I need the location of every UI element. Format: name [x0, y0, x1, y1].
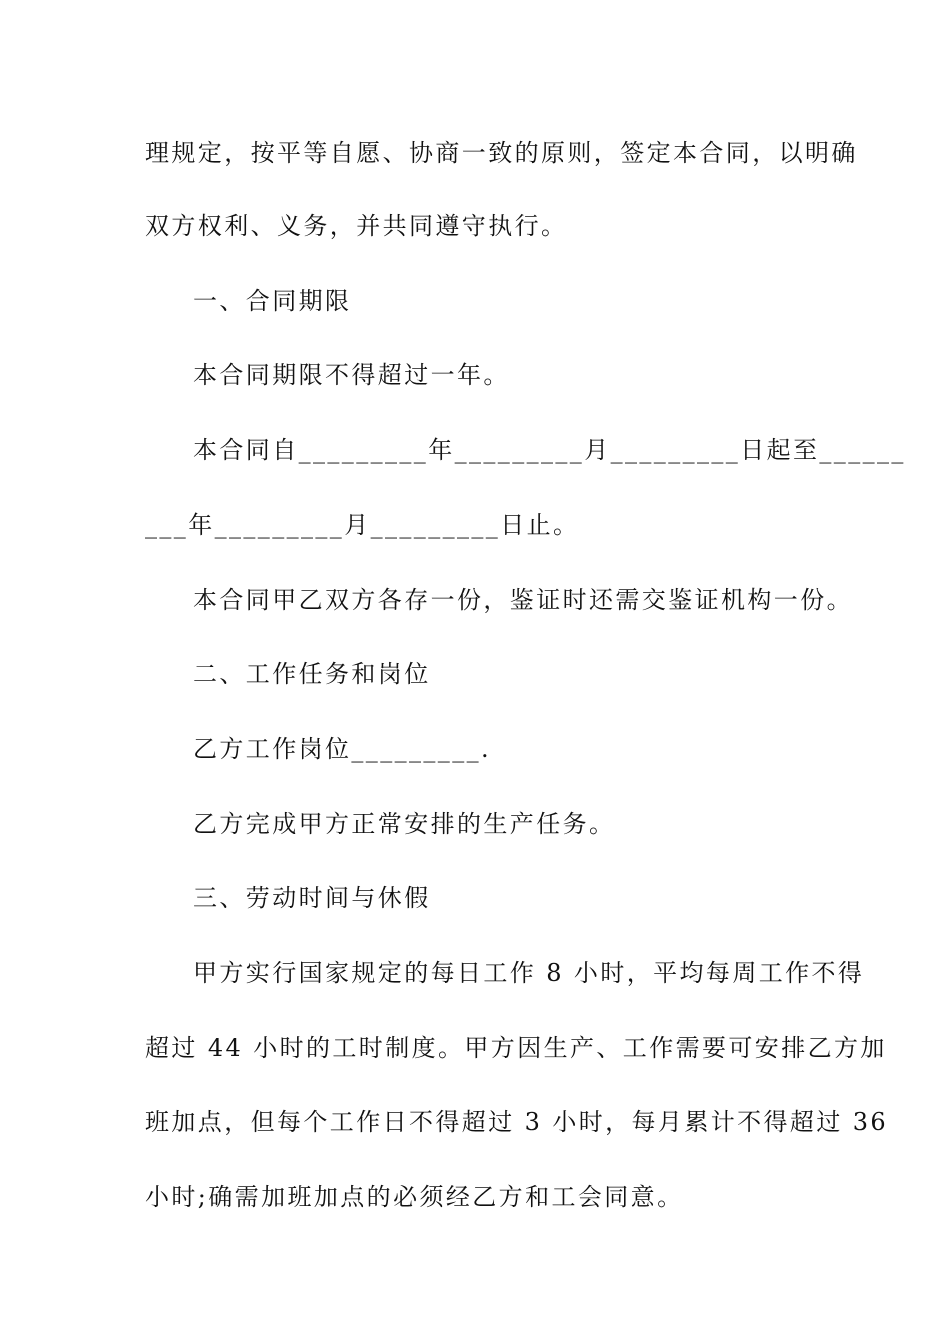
paragraph-line: ___年_________月_________日止。 — [145, 511, 580, 539]
paragraph-line: 乙方完成甲方正常安排的生产任务。 — [193, 810, 616, 838]
section-heading: 三、劳动时间与休假 — [193, 884, 431, 912]
paragraph-line: 小时;确需加班加点的必须经乙方和工会同意。 — [145, 1183, 684, 1211]
section-heading: 二、工作任务和岗位 — [193, 660, 431, 688]
paragraph-line: 双方权利、义务，并共同遵守执行。 — [145, 212, 568, 240]
paragraph-line: 本合同甲乙双方各存一份，鉴证时还需交鉴证机构一份。 — [193, 586, 853, 614]
paragraph-line: 班加点，但每个工作日不得超过 3 小时，每月累计不得超过 36 — [145, 1108, 889, 1136]
paragraph-line: 超过 44 小时的工时制度。甲方因生产、工作需要可安排乙方加 — [145, 1034, 887, 1062]
paragraph-line: 本合同自_________年_________月_________日起至______ — [193, 436, 906, 464]
section-heading: 一、合同期限 — [193, 287, 352, 315]
paragraph-line: 本合同期限不得超过一年。 — [193, 361, 510, 389]
paragraph-line: 理规定，按平等自愿、协商一致的原则，签定本合同，以明确 — [145, 139, 858, 167]
paragraph-line: 乙方工作岗位_________. — [193, 735, 492, 763]
paragraph-line: 甲方实行国家规定的每日工作 8 小时，平均每周工作不得 — [193, 959, 865, 987]
